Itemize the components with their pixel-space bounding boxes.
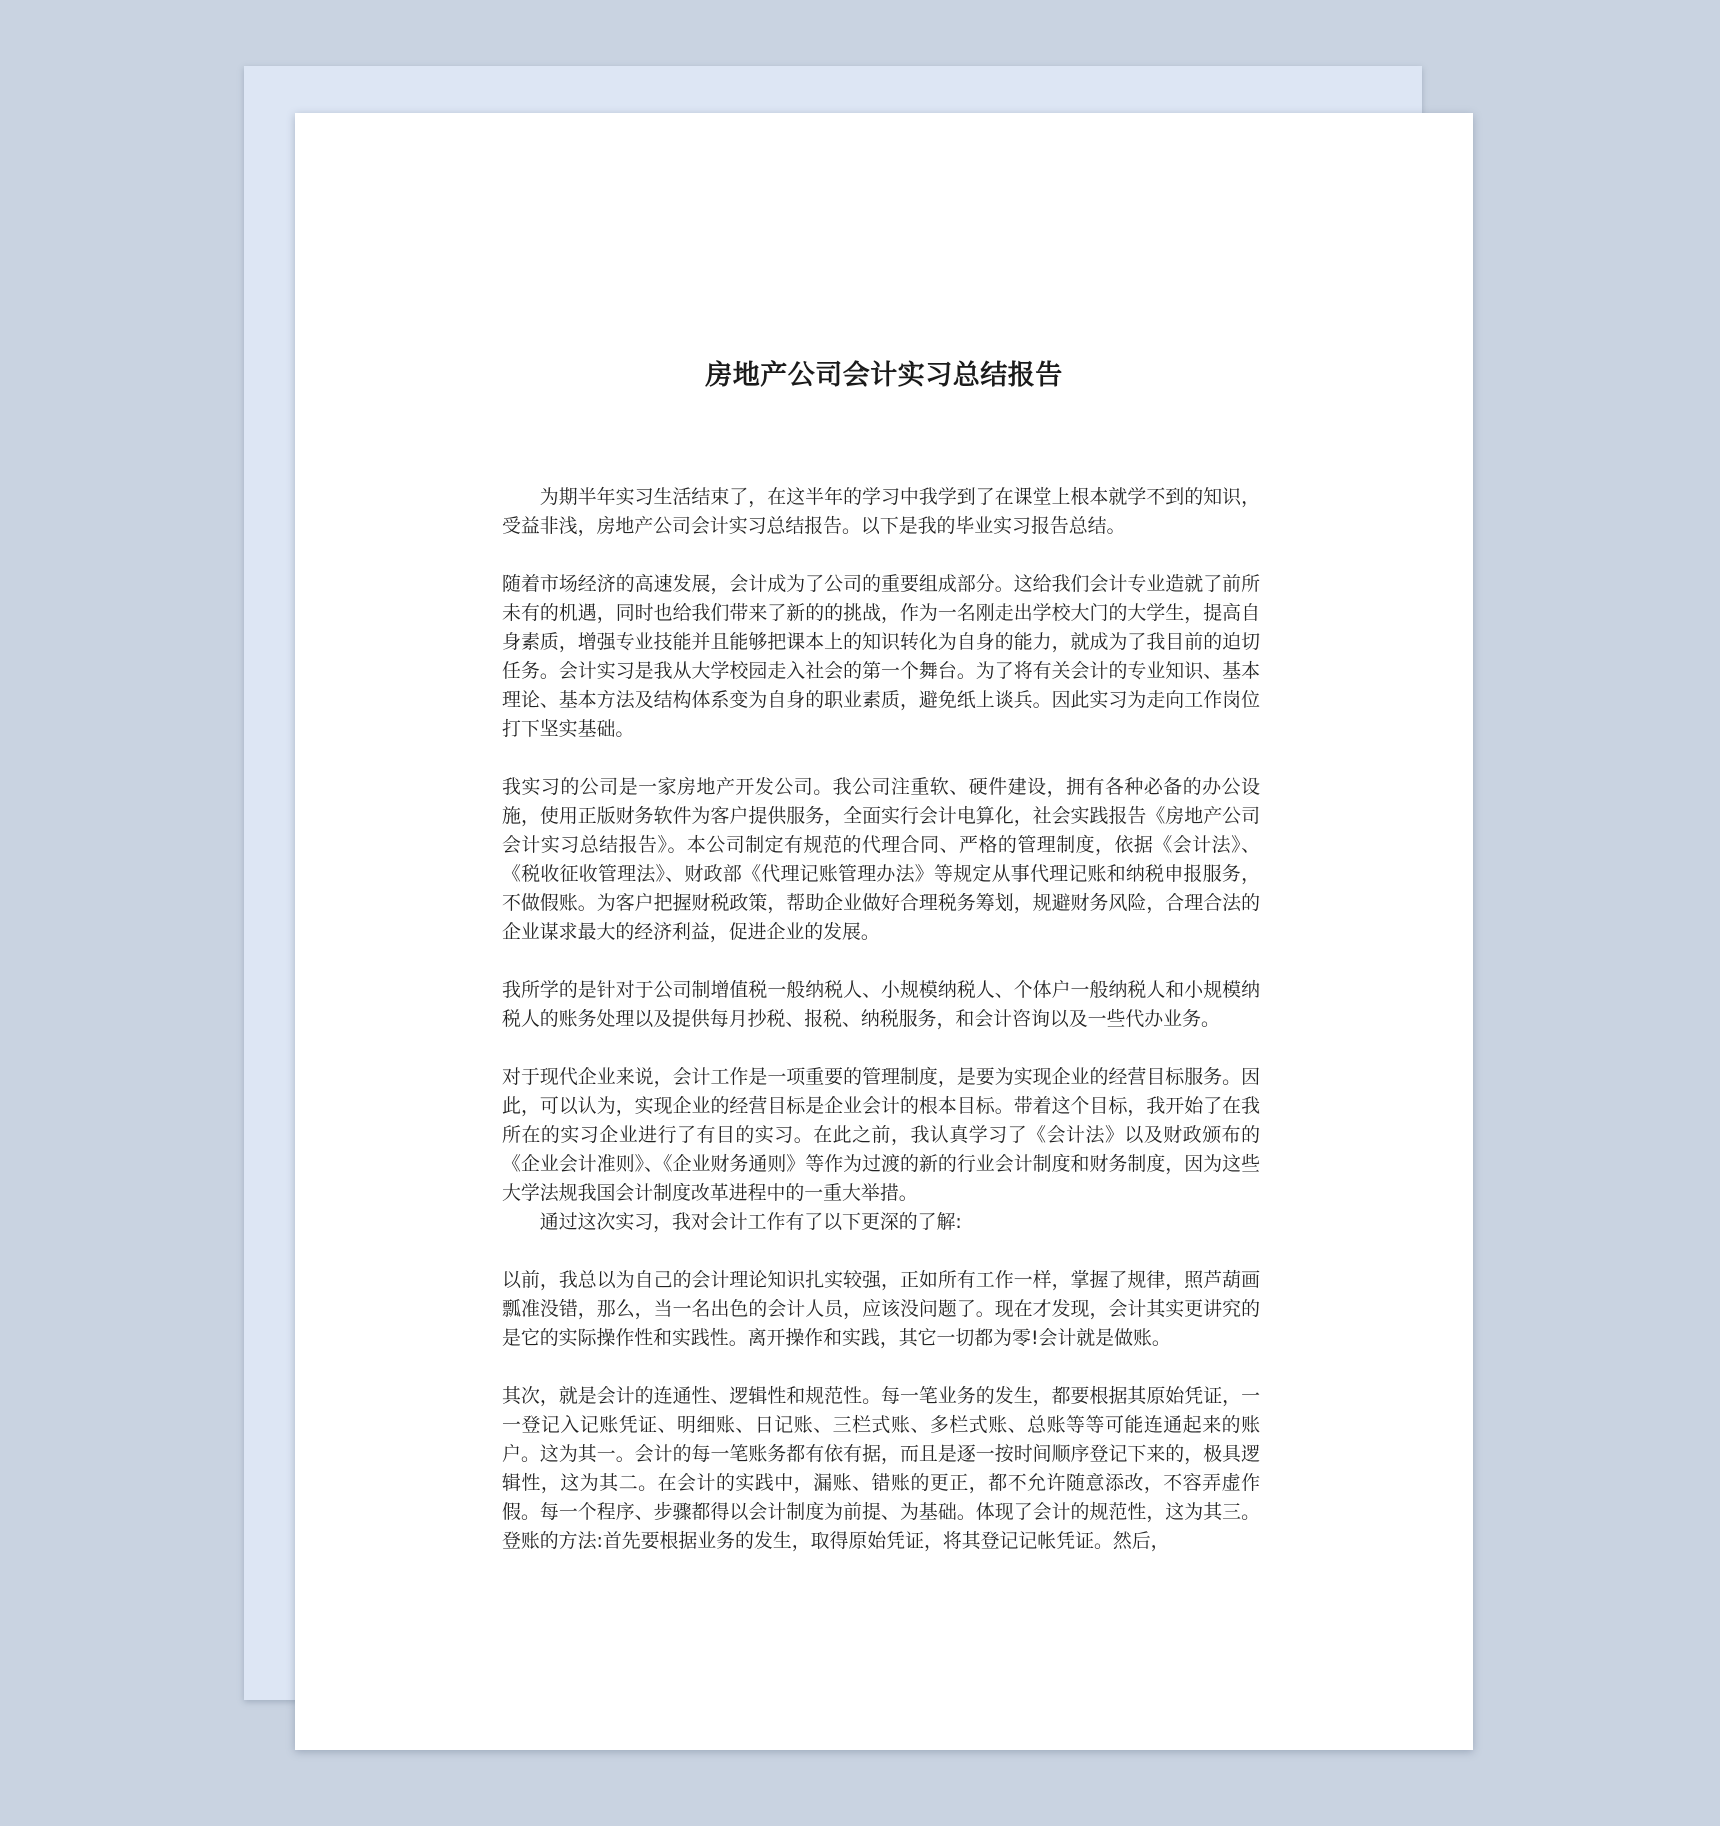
paragraph-understanding: 通过这次实习，我对会计工作有了以下更深的了解: (539, 1211, 962, 1233)
paragraph-market: 随着市场经济的高速发展，会计成为了公司的重要组成部分。这给我们会计专业造就了前所未有的机遇，同时也给我们带来了新的的挑战，作为一名刚走出学校大门的大学生，提高自身素质，增强专业技能并且能够把课本上的知识转化为自身的能力，就成为了我目前的迫切任务。会计实习是我从大学校园走入社会的第一个舞台。为了将有关会计的专业知识、基本理论、基本方法及结构体系变为自身的职业素质，避免纸上谈兵。因此实习为走向工作岗位打下坚实基础。 (502, 573, 1260, 740)
paragraph-company: 我实习的公司是一家房地产开发公司。我公司注重软、硬件建设，拥有各种必备的办公设施，使用正版财务软件为客户提供服务，全面实行会计电算化，社会实践报告《房地产公司会计实习总结报告》。本公司制定有规范的代理合同、严格的管理制度，依据《会计法》、《税收征收管理法》、财政部《代理记账管理办法》等规定从事代理记账和纳税申报服务，不做假账。为客户把握财税政策，帮助企业做好合理税务筹划，规避财务风险，合理合法的企业谋求最大的经济利益，促进企业的发展。 (502, 776, 1260, 943)
paragraph-intro: 为期半年实习生活结束了，在这半年的学习中我学到了在课堂上根本就学不到的知识，受益非浅，房地产公司会计实习总结报告。以下是我的毕业实习报告总结。 (502, 486, 1260, 537)
document-page (295, 113, 1473, 1750)
paragraph-modern-enterprise: 对于现代企业来说，会计工作是一项重要的管理制度，是要为实现企业的经营目标服务。因此，可以认为，实现企业的经营目标是企业会计的根本目标。带着这个目标，我开始了在我所在的实习企业进行了有目的实习。在此之前，我认真学习了《会计法》以及财政颁布的《企业会计准则》、《企业财务通则》等作为过渡的新的行业会计制度和财务制度，因为这些大学法规我国会计制度改革进程中的一重大举措。 (502, 1066, 1260, 1204)
paragraph-before: 以前，我总以为自己的会计理论知识扎实较强，正如所有工作一样，掌握了规律，照芦葫画瓢准没错，那么，当一名出色的会计人员，应该没问题了。现在才发现，会计其实更讲究的是它的实际操作性和实践性。离开操作和实践，其它一切都为零!会计就是做账。 (502, 1269, 1260, 1349)
document-title: 房地产公司会计实习总结报告 (705, 360, 1063, 391)
paragraph-second: 其次，就是会计的连通性、逻辑性和规范性。每一笔业务的发生，都要根据其原始凭证，一一登记入记账凭证、明细账、日记账、三栏式账、多栏式账、总账等等可能连通起来的账户。这为其一。会计的每一笔账务都有依有据，而且是逐一按时间顺序登记下来的，极具逻辑性，这为其二。在会计的实践中，漏账、错账的更正，都不允许随意添改，不容弄虚作假。每一个程序、步骤都得以会计制度为前提、为基础。体现了会计的规范性，这为其三。登账的方法:首先要根据业务的发生，取得原始凭证，将其登记记帐凭证。然后， (502, 1385, 1260, 1552)
document-body (502, 483, 1260, 1585)
paragraph-learning: 我所学的是针对于公司制增值税一般纳税人、小规模纳税人、个体户一般纳税人和小规模纳税人的账务处理以及提供每月抄税、报税、纳税服务，和会计咨询以及一些代办业务。 (502, 979, 1260, 1030)
